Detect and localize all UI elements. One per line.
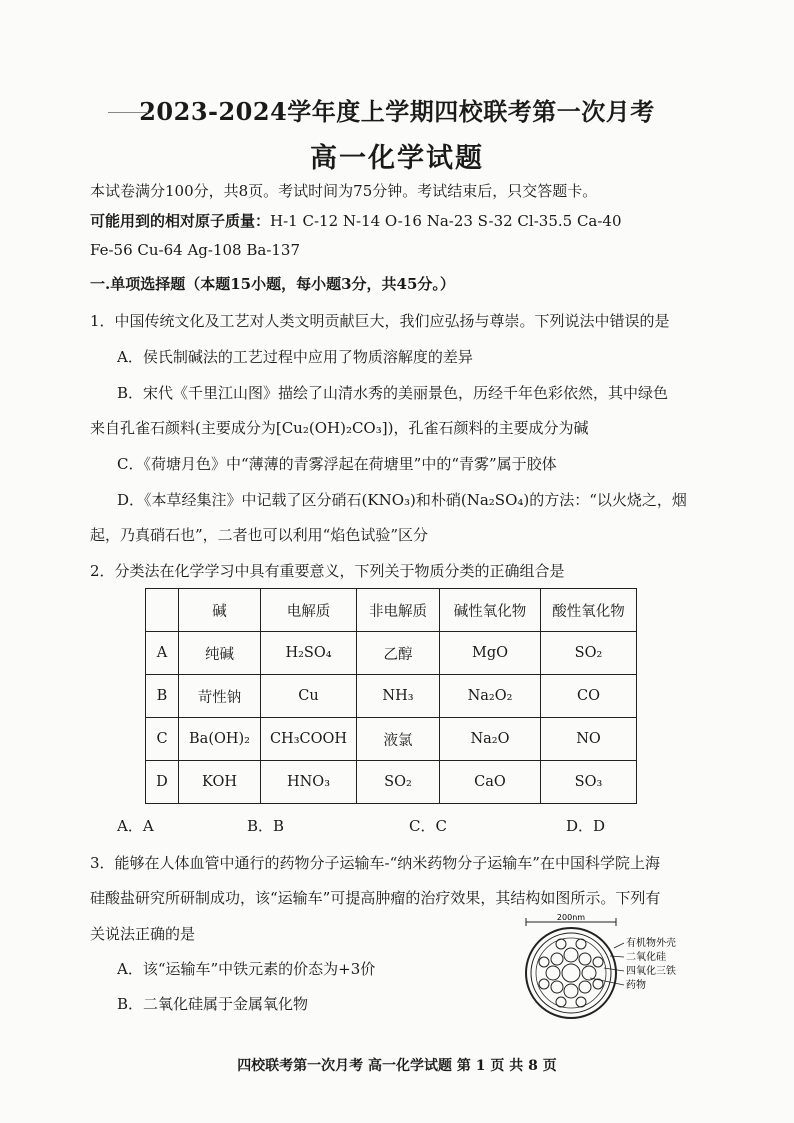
table-cell: KOH bbox=[179, 761, 261, 804]
table-cell: C bbox=[146, 718, 179, 761]
page-footer: 四校联考第一次月考 高一化学试题 第 1 页 共 8 页 bbox=[237, 1058, 557, 1074]
q1-option-b: B．宋代《千里江山图》描绘了山清水秀的美丽景色，历经千年色彩依然，其中绿色 bbox=[117, 384, 669, 402]
label-fe3o4: 四氧化三铁 bbox=[626, 966, 676, 977]
atomic-mass-line bbox=[90, 210, 622, 231]
table-cell: NO bbox=[541, 718, 637, 761]
table-cell: H₂SO₄ bbox=[261, 632, 357, 675]
table-cell: SO₂ bbox=[541, 632, 637, 675]
q2-option-c: C．C bbox=[409, 817, 447, 835]
table-header-cell: 电解质 bbox=[261, 589, 357, 632]
label-drug: 药物 bbox=[626, 980, 646, 991]
table-cell: NH₃ bbox=[357, 675, 440, 718]
exam-title bbox=[0, 92, 794, 127]
table-cell: SO₂ bbox=[357, 761, 440, 804]
table-cell: D bbox=[146, 761, 179, 804]
q3-option-b: B．二氧化硅属于金属氧化物 bbox=[117, 995, 309, 1013]
table-header-cell: 碱性氧化物 bbox=[440, 589, 541, 632]
label-organic-shell: 有机物外壳 bbox=[626, 938, 676, 949]
q2-stem: 2．分类法在化学学习中具有重要意义，下列关于物质分类的正确组合是 bbox=[90, 562, 565, 580]
table-cell: 液氯 bbox=[357, 718, 440, 761]
table-cell: 纯碱 bbox=[179, 632, 261, 675]
q1-option-a: A．侯氏制碱法的工艺过程中应用了物质溶解度的差异 bbox=[117, 348, 473, 366]
exam-subtitle: 高一化学试题 bbox=[310, 143, 484, 174]
table-row bbox=[146, 718, 637, 761]
table-header-cell: 碱 bbox=[179, 589, 261, 632]
table-cell: MgO bbox=[440, 632, 541, 675]
intro-line: 本试卷满分100分，共8页。考试时间为75分钟。考试结束后，只交答题卡。 bbox=[90, 182, 598, 200]
silica-layer bbox=[531, 933, 611, 1013]
q3-stem-cont: 关说法正确的是 bbox=[90, 925, 196, 943]
q3-stem-cont: 硅酸盐研究所研制成功，该“运输车”可提高肿瘤的治疗效果，其结构如图所示。下列有 bbox=[90, 889, 661, 907]
q1-option-d-cont: 起，乃真硝石也”，二者也可以利用“焰色试验”区分 bbox=[90, 526, 429, 544]
scan-mark bbox=[108, 112, 148, 113]
table-cell: CaO bbox=[440, 761, 541, 804]
table-row bbox=[146, 632, 637, 675]
table-cell: Ba(OH)₂ bbox=[179, 718, 261, 761]
table-header-cell: 非电解质 bbox=[357, 589, 440, 632]
exam-title-text: 2023-2024学年度上学期四校联考第一次月考 bbox=[139, 97, 655, 126]
label-silica: 二氧化硅 bbox=[626, 952, 666, 963]
table-header-cell bbox=[146, 589, 179, 632]
table-header-cell: 酸性氧化物 bbox=[541, 589, 637, 632]
q1-option-c: C．《荷塘月色》中“薄薄的青雾浮起在荷塘里”中的“青雾”属于胶体 bbox=[117, 455, 557, 473]
organic-shell bbox=[526, 928, 616, 1018]
q2-option-a: A．A bbox=[117, 817, 154, 835]
q1-option-d: D．《本草经集注》中记载了区分硝石(KNO₃)和朴硝(Na₂SO₄)的方法：“以火烧之，烟 bbox=[117, 491, 687, 509]
table-header-row bbox=[146, 589, 637, 632]
q1-option-b-cont: 来自孔雀石颜料(主要成分为[Cu₂(OH)₂CO₃])，孔雀石颜料的主要成分为碱 bbox=[90, 419, 589, 437]
table-cell: A bbox=[146, 632, 179, 675]
table-cell: Cu bbox=[261, 675, 357, 718]
table-cell: B bbox=[146, 675, 179, 718]
table-cell: HNO₃ bbox=[261, 761, 357, 804]
table-cell: 苛性钠 bbox=[179, 675, 261, 718]
section-heading: 一.单项选择题（本题15小题，每小题3分，共45分。） bbox=[90, 275, 455, 293]
table-row bbox=[146, 761, 637, 804]
table-cell: CH₃COOH bbox=[261, 718, 357, 761]
classification-table bbox=[145, 588, 637, 804]
q3-stem: 3．能够在人体血管中通行的药物分子运输车-“纳米药物分子运输车”在中国科学院上海 bbox=[90, 854, 660, 872]
q1-stem: 1．中国传统文化及工艺对人类文明贡献巨大，我们应弘扬与尊崇。下列说法中错误的是 bbox=[90, 312, 670, 330]
table-cell: CO bbox=[541, 675, 637, 718]
q2-option-b: B．B bbox=[247, 817, 285, 835]
atomic-mass-label: 可能用到的相对原子质量： bbox=[90, 212, 271, 230]
table-row bbox=[146, 675, 637, 718]
nanocarrier-diagram bbox=[520, 912, 705, 1027]
atomic-mass-values: H-1 C-12 N-14 O-16 Na-23 S-32 Cl-35.5 Ca-40 bbox=[270, 212, 622, 230]
table-cell: Na₂O bbox=[440, 718, 541, 761]
table-cell: SO₃ bbox=[541, 761, 637, 804]
q3-option-a: A．该“运输车”中铁元素的价态为+3价 bbox=[117, 960, 376, 978]
fe3o4-particles bbox=[539, 939, 603, 1007]
atomic-mass-line-2: Fe-56 Cu-64 Ag-108 Ba-137 bbox=[90, 241, 301, 259]
table-cell: Na₂O₂ bbox=[440, 675, 541, 718]
q2-option-d: D．D bbox=[566, 817, 606, 835]
label-leaders bbox=[590, 943, 624, 985]
table-cell: 乙醇 bbox=[357, 632, 440, 675]
scale-label: 200nm bbox=[556, 913, 586, 922]
